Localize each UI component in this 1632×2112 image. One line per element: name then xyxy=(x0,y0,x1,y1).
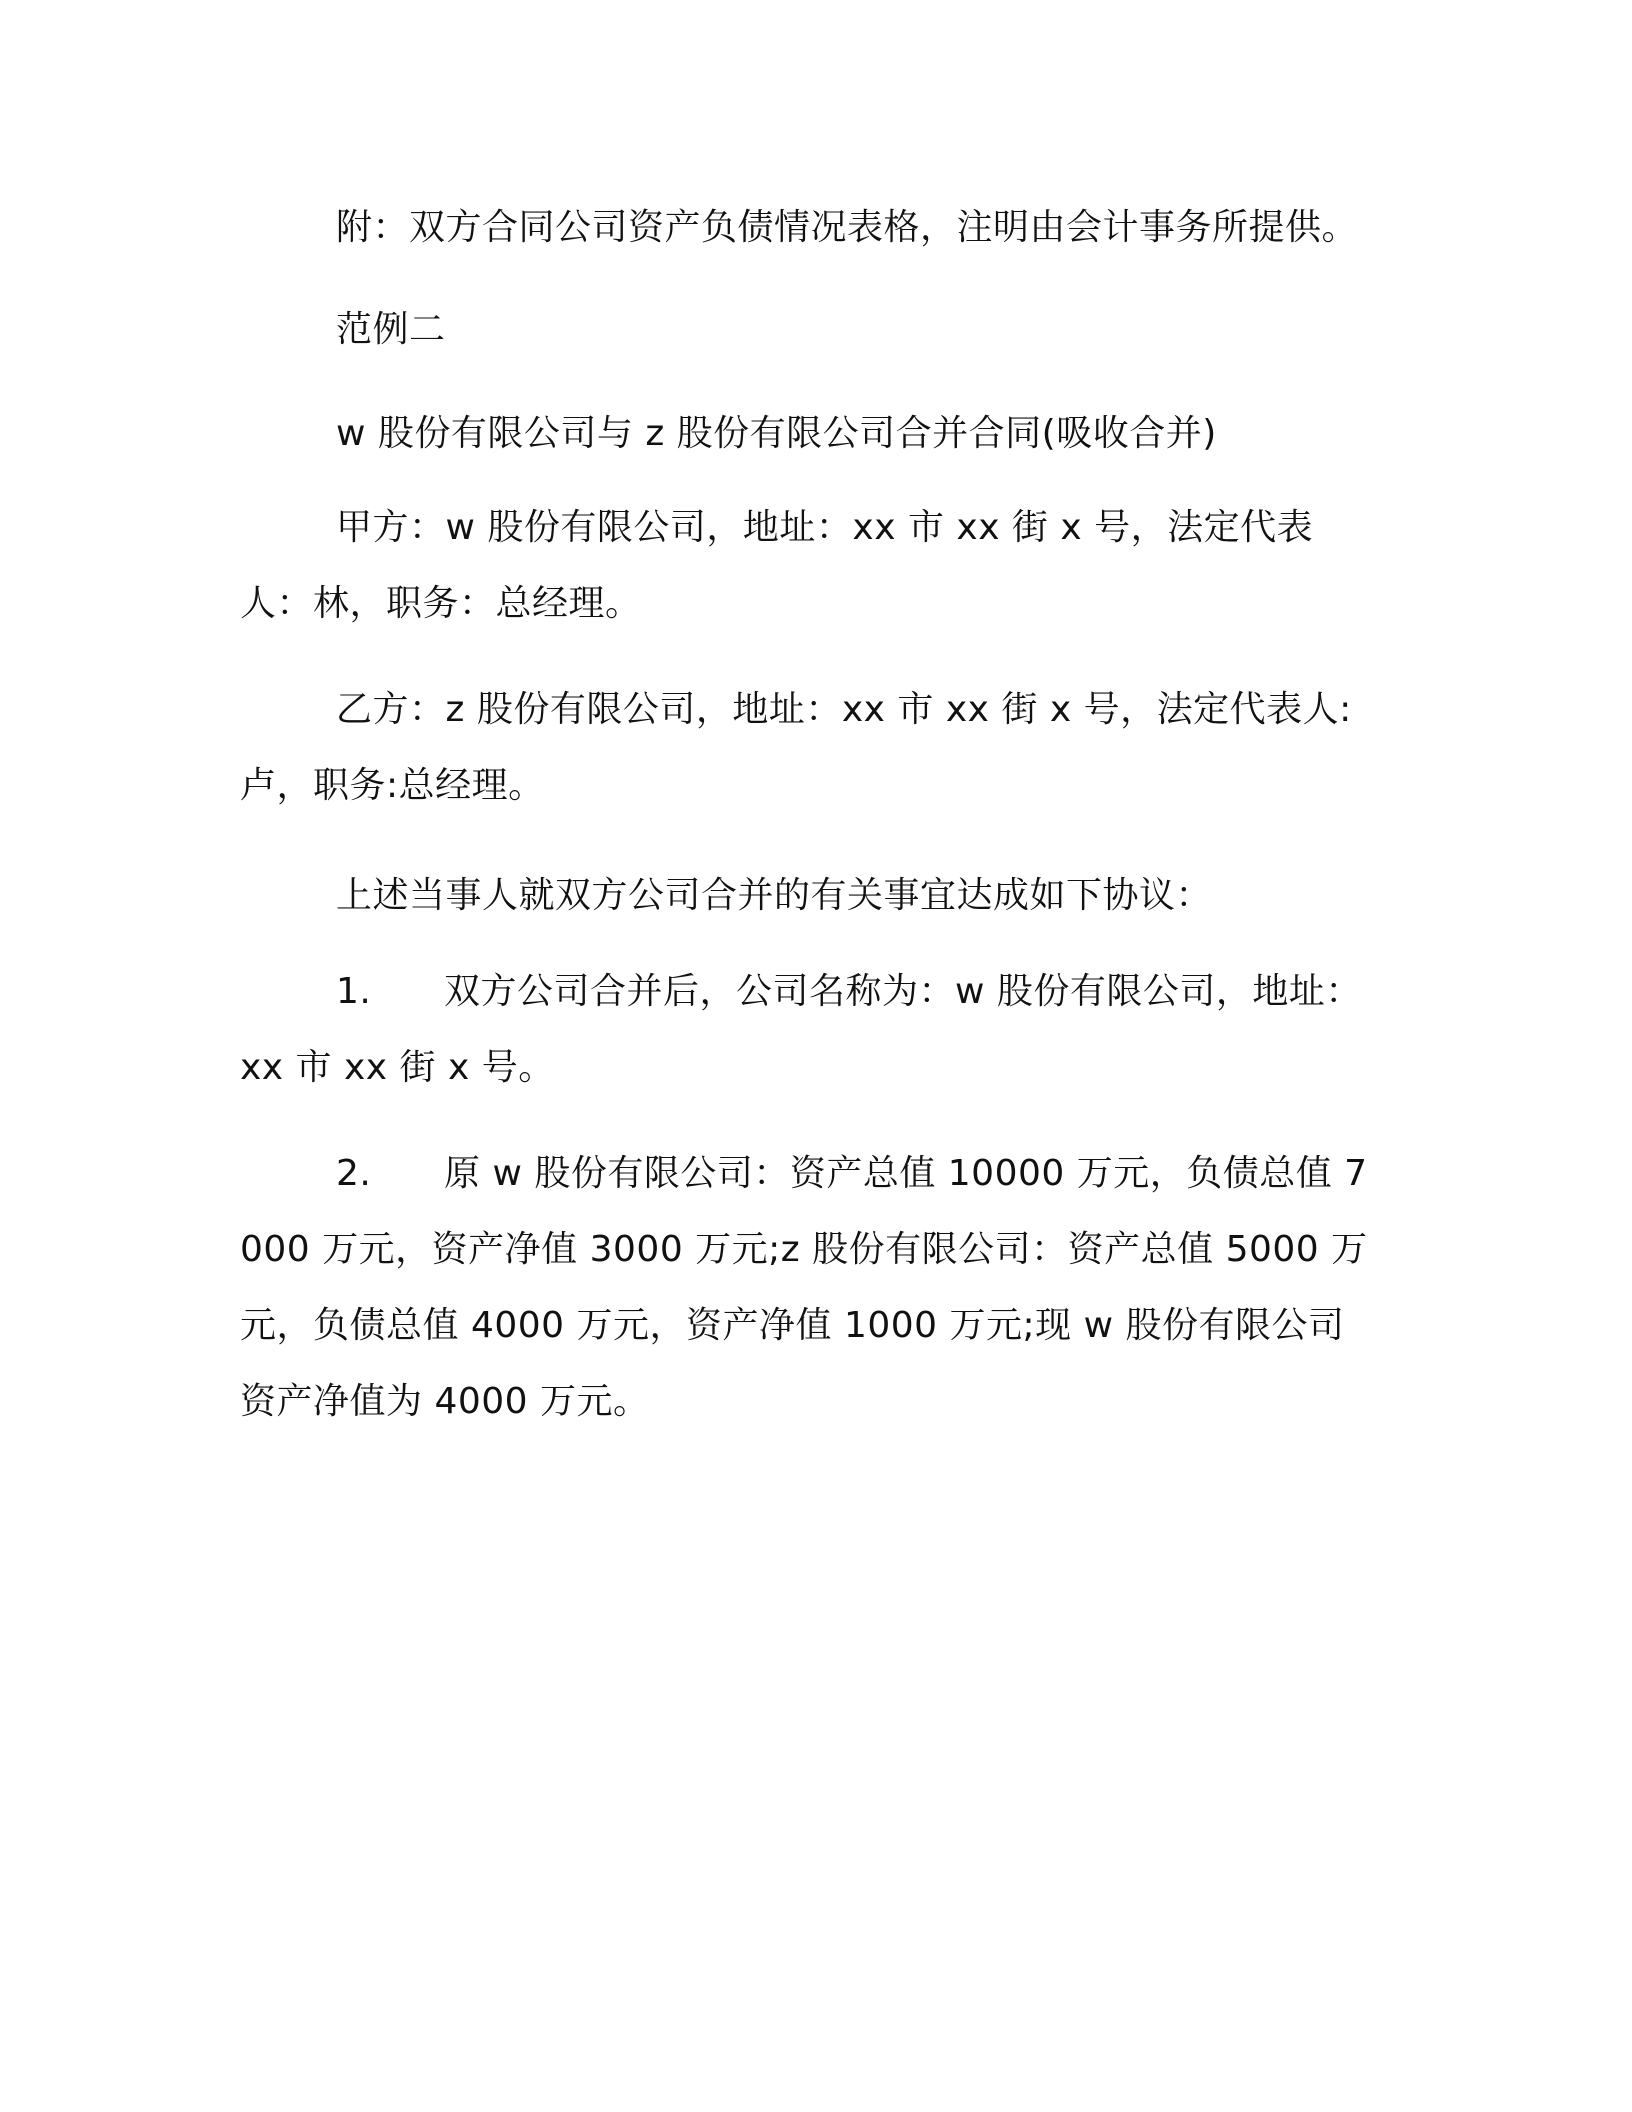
party-b-paragraph: 乙方：z 股份有限公司，地址：xx 市 xx 街 x 号，法定代表人:卢，职务:总经理。 xyxy=(240,689,1352,806)
clause-1 xyxy=(240,954,1380,1106)
clause-text: 双方公司合并后，公司名称为：w 股份有限公司，地址：xx 市 xx 街 x 号。 xyxy=(240,971,1362,1088)
clause-text: 原 w 股份有限公司：资产总值 10000 万元，负债总值 7000 万元，资产净值 3000 万元;z 股份有限公司：资产总值 5000 万元，负债总值 4000 万元，资产净值 1000 万元;现 w 股份有限公司资产净值为 4000 万元。 xyxy=(240,1153,1368,1422)
clause-2 xyxy=(240,1136,1380,1440)
example-heading: 范例二 xyxy=(336,309,446,350)
contract-title: w 股份有限公司与 z 股份有限公司合并合同(吸收合并) xyxy=(336,413,1217,454)
clause-number: 1. xyxy=(336,971,372,1012)
attachment-note: 附：双方合同公司资产负债情况表格，注明由会计事务所提供。 xyxy=(336,207,1359,248)
clause-number: 2. xyxy=(336,1153,372,1194)
agreement-intro: 上述当事人就双方公司合并的有关事宜达成如下协议： xyxy=(336,875,1213,916)
party-a-paragraph: 甲方：w 股份有限公司，地址：xx 市 xx 街 x 号，法定代表人：林，职务：总经理。 xyxy=(240,507,1314,624)
